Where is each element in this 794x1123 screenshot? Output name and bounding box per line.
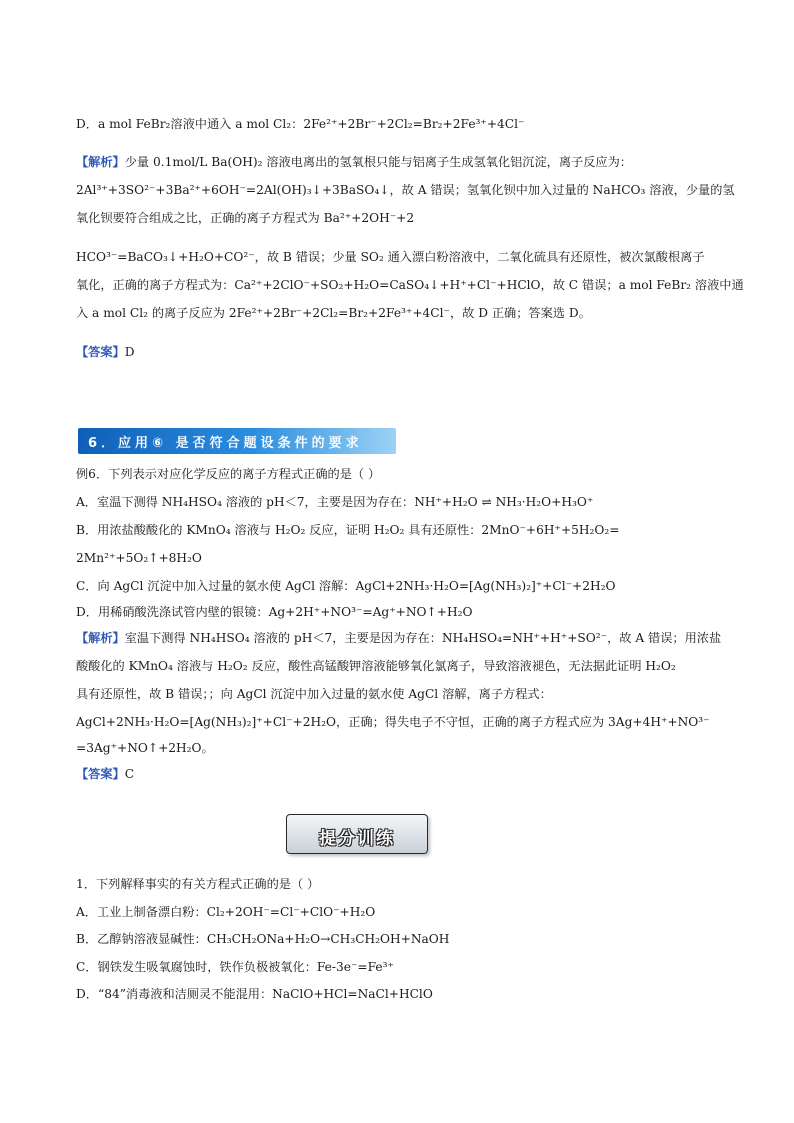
training-header-label: 提分训练 xyxy=(319,829,395,849)
question-1-option-d: D．“84”消毒液和洁厕灵不能混用：NaClO+HCl=NaCl+HClO xyxy=(76,987,433,1001)
example-6-option-c: C．向 AgCl 沉淀中加入过量的氨水使 AgCl 溶解：AgCl+2NH₃·H₂O=[Ag(NH₃)₂]⁺+Cl⁻+2H₂O xyxy=(76,579,616,593)
question-1-option-b: B．乙醇钠溶液显碱性：CH₃CH₂ONa+H₂O→CH₃CH₂OH+NaOH xyxy=(76,932,450,946)
question-1-option-a: A．工业上制备漂白粉：Cl₂+2OH⁻=Cl⁻+ClO⁻+H₂O xyxy=(76,905,376,919)
analysis-1-line-6: 入 a mol Cl₂ 的离子反应为 2Fe²⁺+2Br⁻+2Cl₂=Br₂+2Fe³⁺+4Cl⁻，故 D 正确；答案选 D。 xyxy=(76,306,591,320)
analysis-2-line-3: 具有还原性，故 B 错误；；向 AgCl 沉淀中加入过量的氨水使 AgCl 溶解，离子方程式： xyxy=(76,687,552,701)
analysis-1-line-5: 氧化，正确的离子方程式为：Ca²⁺+2ClO⁻+SO₂+H₂O=CaSO₄↓+H⁺+Cl⁻+HClO，故 C 错误；a mol FeBr₂ 溶液中通 xyxy=(76,278,744,292)
question-1-stem: 1．下列解释事实的有关方程式正确的是（ ） xyxy=(76,877,320,891)
example-6-option-d: D．用稀硝酸洗涤试管内壁的银镜：Ag+2H⁺+NO³⁻=Ag⁺+NO↑+H₂O xyxy=(76,605,473,619)
example-6-option-a: A．室温下测得 NH₄HSO₄ 溶液的 pH＜7，主要是因为存在：NH⁺+H₂O ⇌ NH₃·H₂O+H₃O⁺ xyxy=(76,495,594,509)
answer-1 xyxy=(76,344,135,360)
example-6-option-b-line-1: B．用浓盐酸酸化的 KMnO₄ 溶液与 H₂O₂ 反应，证明 H₂O₂ 具有还原性：2MnO⁻+6H⁺+5H₂O₂= xyxy=(76,523,620,537)
section-banner-label: 6．应用⑥ 是否符合题设条件的要求 xyxy=(88,436,363,451)
analysis-tag: 【解析】 xyxy=(76,155,125,169)
analysis-1-line-2: 2Al³⁺+3SO²⁻+3Ba²⁺+6OH⁻=2Al(OH)₃↓+3BaSO₄↓，故 A 错误；氢氧化钡中加入过量的 NaHCO₃ 溶液，少量的氢 xyxy=(76,183,735,197)
analysis-1-line-1 xyxy=(76,154,632,170)
example-6-stem: 例6．下列表示对应化学反应的离子方程式正确的是（ ） xyxy=(76,467,381,481)
example-6-option-b-line-2: 2Mn²⁺+5O₂↑+8H₂O xyxy=(76,551,202,565)
analysis-1-line-3: 氧化钡要符合组成之比，正确的离子方程式为 Ba²⁺+2OH⁻+2 xyxy=(76,211,415,225)
answer-value: C xyxy=(124,767,135,781)
analysis-tag: 【解析】 xyxy=(76,631,125,645)
analysis-text: 室温下测得 NH₄HSO₄ 溶液的 pH＜7，主要是因为存在：NH₄HSO₄=NH⁺+H⁺+SO²⁻，故 A 错误；用浓盐 xyxy=(124,631,722,645)
answer-tag: 【答案】 xyxy=(76,767,125,781)
analysis-2-line-4: AgCl+2NH₃·H₂O=[Ag(NH₃)₂]⁺+Cl⁻+2H₂O，正确；得失电子不守恒，正确的离子方程式应为 3Ag+4H⁺+NO³⁻ xyxy=(76,715,710,729)
question-1-option-c: C．钢铁发生吸氧腐蚀时，铁作负极被氧化：Fe-3e⁻=Fe³⁺ xyxy=(76,960,394,974)
training-header-box xyxy=(286,814,428,854)
answer-2 xyxy=(76,766,134,782)
analysis-2-line-2: 酸酸化的 KMnO₄ 溶液与 H₂O₂ 反应，酸性高锰酸钾溶液能够氧化氯离子，导致溶液褪色，无法据此证明 H₂O₂ xyxy=(76,659,676,673)
analysis-2-line-1 xyxy=(76,630,721,646)
prev-option-d: D．a mol FeBr₂溶液中通入 a mol Cl₂：2Fe²⁺+2Br⁻+2Cl₂=Br₂+2Fe³⁺+4Cl⁻ xyxy=(76,117,525,131)
section-banner xyxy=(78,428,396,454)
analysis-text: 少量 0.1mol/L Ba(OH)₂ 溶液电离出的氢氧根只能与铝离子生成氢氧化铝沉淀，离子反应为： xyxy=(124,155,632,169)
answer-tag: 【答案】 xyxy=(76,345,125,359)
analysis-1-line-4: HCO³⁻=BaCO₃↓+H₂O+CO²⁻，故 B 错误；少量 SO₂ 通入漂白粉溶液中，二氧化硫具有还原性，被次氯酸根离子 xyxy=(76,250,705,264)
answer-value: D xyxy=(124,345,135,359)
analysis-2-line-5: =3Ag⁺+NO↑+2H₂O。 xyxy=(76,741,214,755)
